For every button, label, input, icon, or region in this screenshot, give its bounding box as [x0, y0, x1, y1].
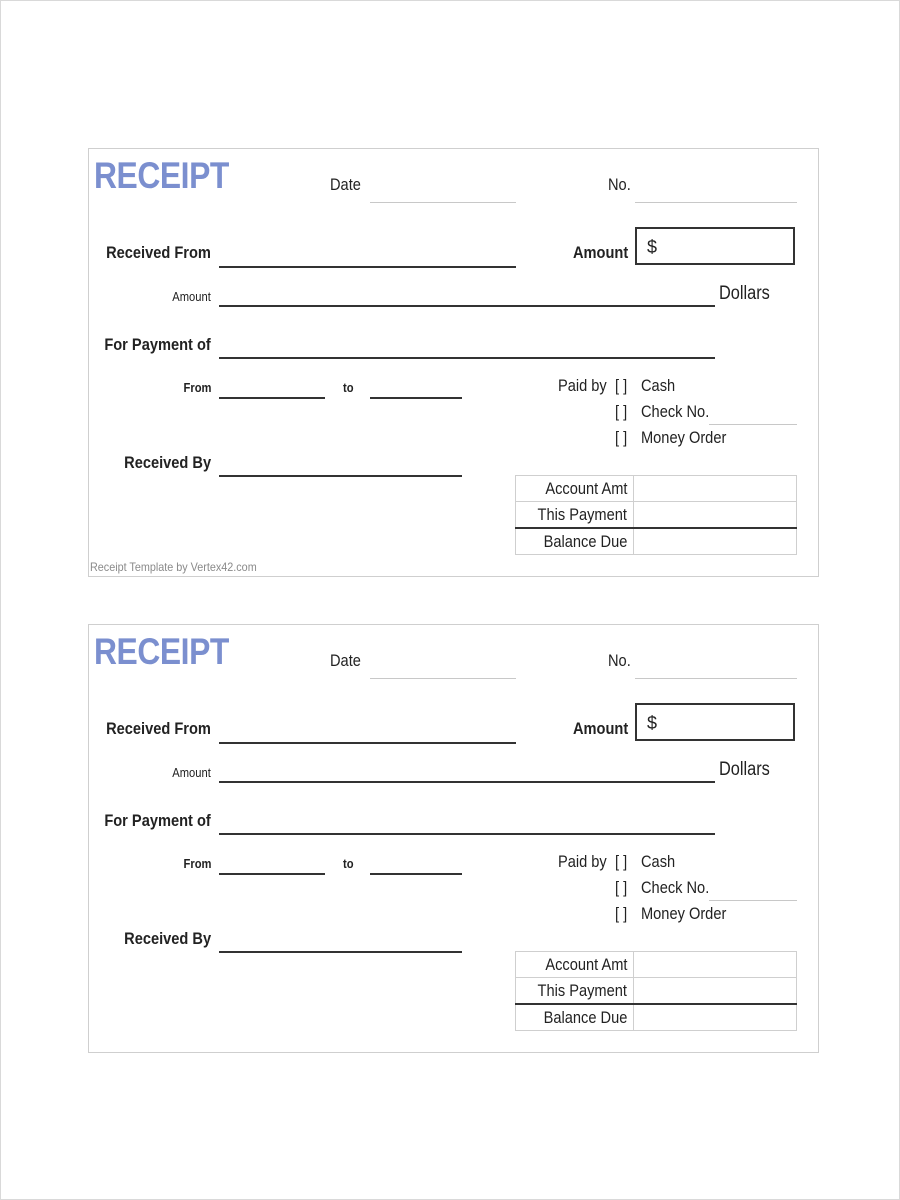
receipt-title: RECEIPT [94, 631, 229, 672]
account-amt-value[interactable] [634, 952, 797, 978]
receipt-number-field[interactable] [635, 678, 797, 679]
check-checkbox[interactable]: [ ] [615, 878, 628, 897]
this-payment-value[interactable] [634, 978, 797, 1005]
for-payment-label: For Payment of [104, 811, 211, 830]
account-table [515, 475, 797, 555]
account-row [516, 476, 797, 502]
received-by-field[interactable] [219, 951, 462, 953]
amount-words-label: Amount [172, 289, 211, 304]
account-table [515, 951, 797, 1031]
dollars-label: Dollars [719, 759, 770, 780]
amount-field[interactable] [635, 703, 795, 741]
for-payment-label: For Payment of [104, 335, 211, 354]
amount-label: Amount [572, 719, 628, 738]
received-from-label: Received From [106, 243, 211, 262]
money-order-label: Money Order [641, 428, 727, 447]
amount-words-field[interactable] [219, 305, 715, 307]
number-label: No. [608, 175, 631, 194]
received-from-label: Received From [106, 719, 211, 738]
balance-due-label: Balance Due [516, 1004, 634, 1031]
amount-field[interactable] [635, 227, 795, 265]
received-from-field[interactable] [219, 266, 516, 268]
to-label: to [343, 380, 354, 395]
cash-label: Cash [641, 376, 676, 395]
date-field[interactable] [370, 202, 516, 203]
received-from-field[interactable] [219, 742, 516, 744]
account-amt-label: Account Amt [516, 952, 634, 978]
amount-label: Amount [572, 243, 628, 262]
receipt-form-1 [88, 148, 819, 577]
amount-words-field[interactable] [219, 781, 715, 783]
receipt-title: RECEIPT [94, 155, 229, 196]
date-label: Date [330, 651, 361, 670]
from-label: From [183, 856, 211, 871]
balance-due-value[interactable] [634, 1004, 797, 1031]
date-label: Date [330, 175, 361, 194]
received-by-label: Received By [124, 929, 211, 948]
money-order-label: Money Order [641, 904, 727, 923]
balance-due-label: Balance Due [516, 528, 634, 555]
check-number-field[interactable] [709, 424, 797, 425]
account-row [516, 1004, 797, 1031]
check-checkbox[interactable]: [ ] [615, 402, 628, 421]
template-credit: Receipt Template by Vertex42.com [90, 560, 257, 574]
received-by-label: Received By [124, 453, 211, 472]
to-label: to [343, 856, 354, 871]
account-amt-value[interactable] [634, 476, 797, 502]
to-date-field[interactable] [370, 397, 462, 399]
cash-label: Cash [641, 852, 676, 871]
check-no-label: Check No. [641, 402, 710, 421]
check-number-field[interactable] [709, 900, 797, 901]
account-amt-label: Account Amt [516, 476, 634, 502]
for-payment-field[interactable] [219, 833, 715, 835]
number-label: No. [608, 651, 631, 670]
balance-due-value[interactable] [634, 528, 797, 555]
account-row [516, 952, 797, 978]
received-by-field[interactable] [219, 475, 462, 477]
dollars-label: Dollars [719, 283, 770, 304]
dollar-sign: $ [647, 237, 658, 257]
this-payment-label: This Payment [516, 978, 634, 1005]
money-order-checkbox[interactable]: [ ] [615, 904, 628, 923]
for-payment-field[interactable] [219, 357, 715, 359]
account-row [516, 528, 797, 555]
receipt-number-field[interactable] [635, 202, 797, 203]
amount-words-label: Amount [172, 765, 211, 780]
this-payment-value[interactable] [634, 502, 797, 529]
paid-by-label: Paid by [558, 852, 607, 871]
account-row [516, 978, 797, 1005]
account-row [516, 502, 797, 529]
dollar-sign: $ [647, 713, 658, 733]
money-order-checkbox[interactable]: [ ] [615, 428, 628, 447]
check-no-label: Check No. [641, 878, 710, 897]
from-label: From [183, 380, 211, 395]
cash-checkbox[interactable]: [ ] [615, 852, 628, 871]
this-payment-label: This Payment [516, 502, 634, 529]
from-date-field[interactable] [219, 397, 325, 399]
paid-by-label: Paid by [558, 376, 607, 395]
to-date-field[interactable] [370, 873, 462, 875]
receipt-form-2 [88, 624, 819, 1053]
cash-checkbox[interactable]: [ ] [615, 376, 628, 395]
from-date-field[interactable] [219, 873, 325, 875]
date-field[interactable] [370, 678, 516, 679]
